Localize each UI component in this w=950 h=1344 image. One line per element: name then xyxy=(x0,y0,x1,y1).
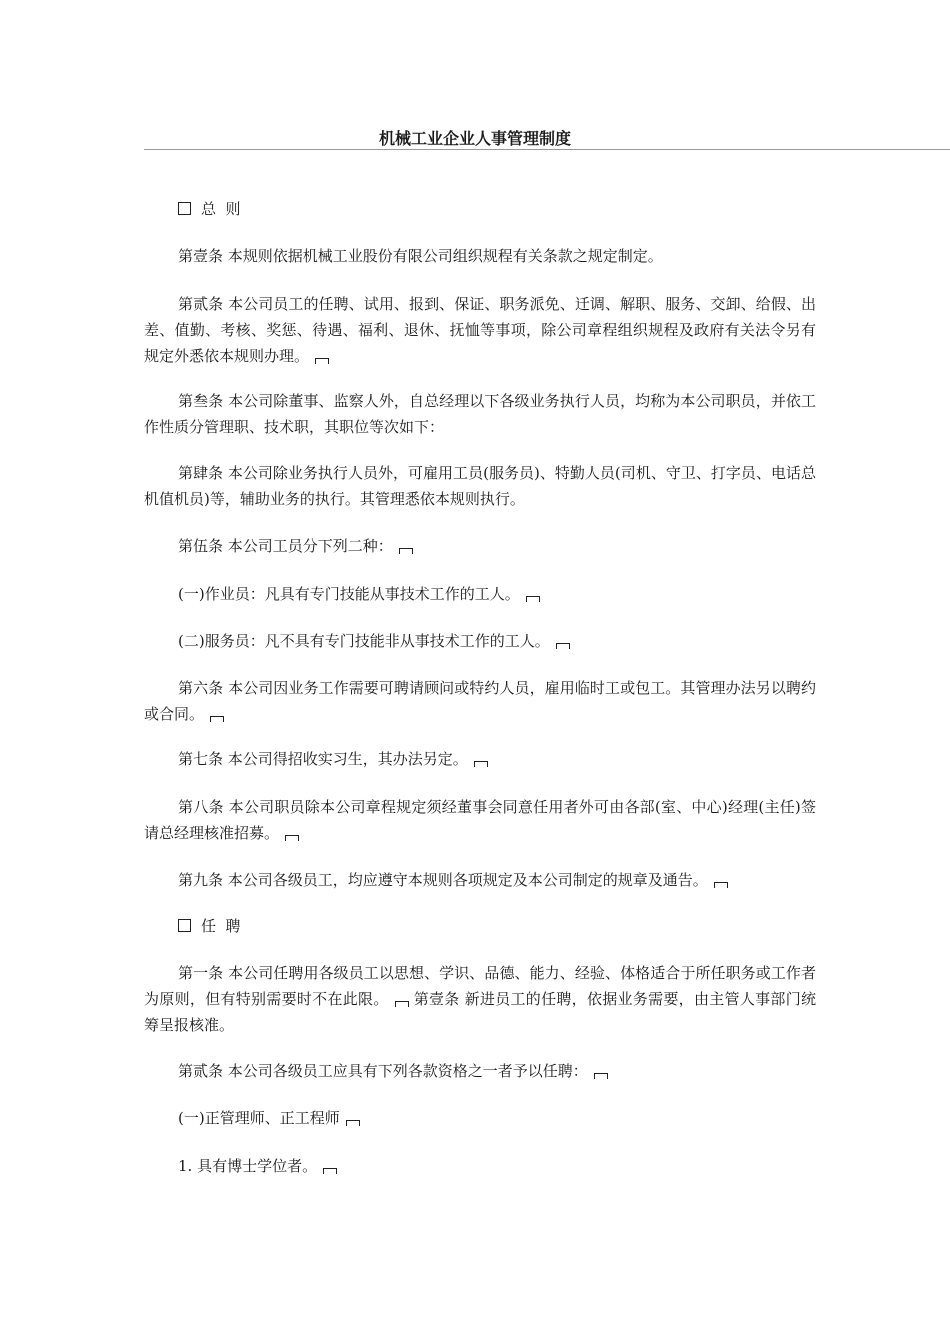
article-1: 第壹条 本规则依据机械工业股份有限公司组织规程有关条款之规定制定。 xyxy=(178,247,663,265)
article-8-text: 第八条 本公司职员除本公司章程规定须经董事会同意任用者外可由各部(室、中心)经理(主任)签请总经理核准招募。 xyxy=(144,798,816,842)
clause-operator xyxy=(144,581,816,607)
section-general xyxy=(178,196,241,222)
paragraph-mark-icon xyxy=(285,835,299,841)
clause-senior-manager xyxy=(144,1105,816,1131)
clause-doctorate xyxy=(144,1153,816,1179)
section-general-label: 总 则 xyxy=(201,200,241,218)
hiring-article-2 xyxy=(144,1058,816,1084)
paragraph-mark-icon xyxy=(210,716,224,722)
clause-senior-manager-text: (一)正管理师、正工程师 xyxy=(178,1109,340,1127)
hiring-article-2-text: 第贰条 本公司各级员工应具有下列各款资格之一者予以任聘： xyxy=(178,1062,588,1080)
checkbox-icon xyxy=(178,919,191,932)
article-2 xyxy=(144,291,816,369)
article-6-text: 第六条 本公司因业务工作需要可聘请顾问或特约人员，雇用临时工或包工。其管理办法另以聘约或合同。 xyxy=(144,679,816,723)
article-7-text: 第七条 本公司得招收实习生，其办法另定。 xyxy=(178,750,468,768)
article-2-text: 第贰条 本公司员工的任聘、试用、报到、保证、职务派免、迁调、解职、服务、交卸、给假、出差、值勤、考核、奖惩、待遇、福利、退休、抚恤等事项，除公司章程组织规程及政府有关法令另有规定外悉依本规则办理。 xyxy=(144,295,816,365)
clause-service xyxy=(144,628,816,654)
paragraph-mark-icon xyxy=(323,1168,337,1174)
paragraph-mark-icon xyxy=(346,1120,360,1126)
hiring-article-new-staff-text: 第壹条 新进员工的任聘，依据业务需要，由主管人事部门统筹呈报核准。 xyxy=(144,990,816,1034)
paragraph-mark-icon xyxy=(395,1001,409,1007)
hiring-article-1-text: 第一条 本公司任聘用各级员工以思想、学识、品德、能力、经验、体格适合于所任职务或工作者为原则，但有特别需要时不在此限。 xyxy=(144,964,816,1008)
article-8 xyxy=(144,794,816,846)
paragraph-mark-icon xyxy=(474,761,488,767)
article-9-text: 第九条 本公司各级员工，均应遵守本规则各项规定及本公司制定的规章及通告。 xyxy=(178,871,708,889)
paragraph-mark-icon xyxy=(526,596,540,602)
clause-doctorate-text: 1. 具有博士学位者。 xyxy=(178,1157,318,1175)
section-hiring-label: 任 聘 xyxy=(201,917,241,935)
paragraph-mark-icon xyxy=(594,1073,608,1079)
checkbox-icon xyxy=(178,202,191,215)
paragraph-mark-icon xyxy=(714,882,728,888)
section-hiring xyxy=(178,913,241,939)
article-6 xyxy=(144,675,816,727)
hiring-article-1 xyxy=(144,960,816,1038)
article-5 xyxy=(144,533,816,559)
paragraph-mark-icon xyxy=(556,643,570,649)
article-9 xyxy=(144,867,816,893)
article-5-text: 第伍条 本公司工员分下列二种： xyxy=(178,537,393,555)
article-3: 第叁条 本公司除董事、监察人外，自总经理以下各级业务执行人员，均称为本公司职员，并依工作性质分管理职、技术职，其职位等次如下： xyxy=(144,392,816,436)
paragraph-mark-icon xyxy=(315,358,329,364)
paragraph-mark-icon xyxy=(399,548,413,554)
article-4: 第肆条 本公司除业务执行人员外，可雇用工员(服务员)、特勤人员(司机、守卫、打字员、电话总机值机员)等，辅助业务的执行。其管理悉依本规则执行。 xyxy=(144,464,816,508)
title-rule xyxy=(144,149,950,150)
document-title: 机械工业企业人事管理制度 xyxy=(378,129,571,148)
clause-service-text: (二)服务员：凡不具有专门技能非从事技术工作的工人。 xyxy=(178,632,550,650)
clause-operator-text: (一)作业员：凡具有专门技能从事技术工作的工人。 xyxy=(178,585,520,603)
article-7 xyxy=(144,746,816,772)
